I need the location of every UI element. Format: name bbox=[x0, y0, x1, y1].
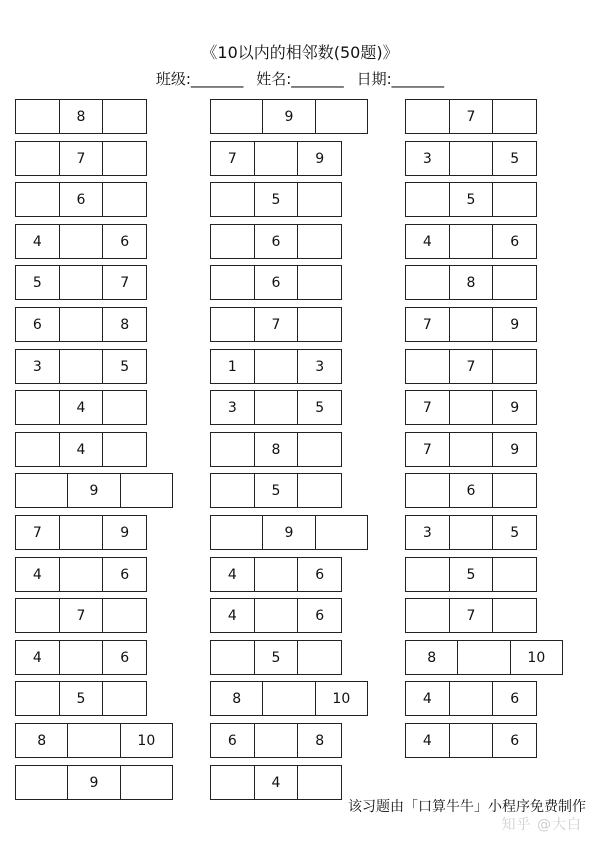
answer-box[interactable] bbox=[59, 516, 103, 549]
given-number: 5 bbox=[254, 641, 298, 674]
worksheet-title: 《10以内的相邻数(50题)》 bbox=[201, 43, 399, 62]
given-number: 9 bbox=[67, 474, 119, 507]
answer-box[interactable] bbox=[254, 558, 298, 591]
problem-row bbox=[210, 390, 342, 425]
given-number: 5 bbox=[449, 558, 493, 591]
given-number: 4 bbox=[422, 732, 432, 749]
answer-box[interactable] bbox=[16, 100, 59, 133]
answer-box[interactable] bbox=[211, 266, 254, 299]
given-number: 6 bbox=[297, 558, 341, 591]
given-number: 6 bbox=[449, 474, 493, 507]
problem-row bbox=[405, 182, 537, 217]
answer-box[interactable] bbox=[211, 225, 254, 258]
answer-box[interactable] bbox=[492, 474, 536, 507]
given-number: 5 bbox=[102, 350, 146, 383]
given-number: 6 bbox=[492, 724, 536, 757]
problem-row bbox=[15, 598, 147, 633]
answer-box[interactable] bbox=[262, 682, 314, 715]
answer-box[interactable] bbox=[59, 308, 103, 341]
problem-row bbox=[210, 99, 368, 134]
answer-box[interactable] bbox=[59, 641, 103, 674]
given-number: 5 bbox=[449, 183, 493, 216]
given-number: 9 bbox=[492, 308, 536, 341]
problem-row bbox=[210, 640, 342, 675]
answer-box[interactable] bbox=[211, 433, 254, 466]
answer-box[interactable] bbox=[315, 516, 367, 549]
answer-box[interactable] bbox=[16, 391, 59, 424]
answer-box[interactable] bbox=[254, 350, 298, 383]
given-number: 8 bbox=[37, 732, 47, 749]
answer-box[interactable] bbox=[449, 142, 493, 175]
given-number: 6 bbox=[227, 732, 237, 749]
answer-box[interactable] bbox=[254, 142, 298, 175]
given-number: 7 bbox=[59, 599, 103, 632]
problem-row bbox=[15, 765, 173, 800]
answer-box[interactable] bbox=[254, 599, 298, 632]
given-number: 4 bbox=[227, 607, 237, 624]
given-number: 8 bbox=[254, 433, 298, 466]
problem-row bbox=[405, 432, 537, 467]
given-number: 5 bbox=[492, 142, 536, 175]
answer-box[interactable] bbox=[406, 183, 449, 216]
given-number: 7 bbox=[449, 100, 493, 133]
problem-row bbox=[405, 473, 537, 508]
problem-row bbox=[210, 681, 368, 716]
problem-row bbox=[15, 307, 147, 342]
date-field: 日期:_______ bbox=[356, 70, 445, 88]
problem-row bbox=[210, 182, 342, 217]
given-number: 3 bbox=[227, 399, 237, 416]
answer-box[interactable] bbox=[16, 766, 67, 799]
answer-box[interactable] bbox=[406, 558, 449, 591]
answer-box[interactable] bbox=[406, 100, 449, 133]
answer-box[interactable] bbox=[16, 183, 59, 216]
answer-box[interactable] bbox=[297, 308, 341, 341]
given-number: 8 bbox=[59, 100, 103, 133]
problem-row bbox=[15, 723, 173, 758]
given-number: 9 bbox=[262, 100, 314, 133]
problem-row bbox=[15, 681, 147, 716]
answer-box[interactable] bbox=[297, 641, 341, 674]
problem-row bbox=[405, 265, 537, 300]
given-number: 6 bbox=[32, 316, 42, 333]
given-number: 10 bbox=[510, 641, 562, 674]
given-number: 3 bbox=[32, 358, 42, 375]
given-number: 9 bbox=[102, 516, 146, 549]
answer-box[interactable] bbox=[297, 225, 341, 258]
answer-box[interactable] bbox=[297, 433, 341, 466]
given-number: 3 bbox=[422, 524, 432, 541]
answer-box[interactable] bbox=[16, 433, 59, 466]
given-number: 6 bbox=[254, 266, 298, 299]
problem-row bbox=[405, 99, 537, 134]
answer-box[interactable] bbox=[492, 183, 536, 216]
problem-row bbox=[210, 473, 342, 508]
answer-box[interactable] bbox=[297, 266, 341, 299]
answer-box[interactable] bbox=[449, 724, 493, 757]
answer-box[interactable] bbox=[102, 183, 146, 216]
given-number: 7 bbox=[254, 308, 298, 341]
footer-credit: 该习题由「口算牛牛」小程序免费制作 bbox=[348, 799, 586, 815]
problem-row bbox=[405, 307, 537, 342]
answer-box[interactable] bbox=[406, 474, 449, 507]
problem-row bbox=[405, 598, 537, 633]
answer-box[interactable] bbox=[449, 682, 493, 715]
given-number: 4 bbox=[254, 766, 298, 799]
given-number: 7 bbox=[227, 150, 237, 167]
given-number: 1 bbox=[227, 358, 237, 375]
given-number: 4 bbox=[422, 690, 432, 707]
answer-box[interactable] bbox=[16, 682, 59, 715]
given-number: 9 bbox=[67, 766, 119, 799]
given-number: 8 bbox=[102, 308, 146, 341]
answer-box[interactable] bbox=[492, 599, 536, 632]
given-number: 6 bbox=[254, 225, 298, 258]
problem-row bbox=[210, 307, 342, 342]
answer-box[interactable] bbox=[102, 142, 146, 175]
given-number: 4 bbox=[32, 649, 42, 666]
problem-row bbox=[15, 265, 147, 300]
problem-row bbox=[405, 515, 537, 550]
given-number: 6 bbox=[492, 682, 536, 715]
problem-row bbox=[405, 557, 537, 592]
given-number: 4 bbox=[32, 233, 42, 250]
given-number: 9 bbox=[492, 433, 536, 466]
answer-box[interactable] bbox=[102, 100, 146, 133]
answer-box[interactable] bbox=[457, 641, 509, 674]
answer-box[interactable] bbox=[297, 474, 341, 507]
given-number: 4 bbox=[32, 566, 42, 583]
problem-row bbox=[405, 141, 537, 176]
problem-row bbox=[405, 349, 537, 384]
answer-box[interactable] bbox=[102, 433, 146, 466]
problem-row bbox=[15, 224, 147, 259]
problem-row bbox=[15, 99, 147, 134]
answer-box[interactable] bbox=[449, 391, 493, 424]
problem-row bbox=[405, 640, 563, 675]
given-number: 10 bbox=[315, 682, 367, 715]
given-number: 6 bbox=[297, 599, 341, 632]
problem-row bbox=[210, 557, 342, 592]
student-info-line bbox=[0, 68, 600, 90]
given-number: 7 bbox=[422, 441, 432, 458]
given-number: 9 bbox=[297, 142, 341, 175]
given-number: 5 bbox=[492, 516, 536, 549]
problem-row bbox=[210, 432, 342, 467]
answer-box[interactable] bbox=[492, 558, 536, 591]
class-field: 班级:_______ bbox=[155, 70, 244, 88]
answer-box[interactable] bbox=[120, 474, 172, 507]
given-number: 6 bbox=[102, 641, 146, 674]
answer-box[interactable] bbox=[102, 391, 146, 424]
answer-box[interactable] bbox=[254, 391, 298, 424]
given-number: 4 bbox=[59, 391, 103, 424]
answer-box[interactable] bbox=[492, 100, 536, 133]
answer-box[interactable] bbox=[16, 142, 59, 175]
problem-row bbox=[210, 723, 342, 758]
problem-row bbox=[15, 515, 147, 550]
answer-box[interactable] bbox=[102, 682, 146, 715]
given-number: 5 bbox=[297, 391, 341, 424]
problem-row bbox=[210, 141, 342, 176]
problem-row bbox=[210, 515, 368, 550]
given-number: 5 bbox=[59, 682, 103, 715]
given-number: 7 bbox=[32, 524, 42, 541]
given-number: 3 bbox=[297, 350, 341, 383]
answer-box[interactable] bbox=[406, 266, 449, 299]
problem-row bbox=[405, 390, 537, 425]
given-number: 10 bbox=[120, 724, 172, 757]
given-number: 6 bbox=[492, 225, 536, 258]
given-number: 5 bbox=[254, 183, 298, 216]
given-number: 9 bbox=[492, 391, 536, 424]
answer-box[interactable] bbox=[211, 641, 254, 674]
problem-row bbox=[15, 473, 173, 508]
problem-row bbox=[15, 141, 147, 176]
problem-row bbox=[405, 681, 537, 716]
given-number: 7 bbox=[422, 399, 432, 416]
given-number: 7 bbox=[59, 142, 103, 175]
answer-box[interactable] bbox=[59, 350, 103, 383]
problem-row bbox=[15, 349, 147, 384]
problem-row bbox=[210, 224, 342, 259]
answer-box[interactable] bbox=[67, 724, 119, 757]
problem-row bbox=[405, 723, 537, 758]
given-number: 6 bbox=[102, 225, 146, 258]
answer-box[interactable] bbox=[59, 266, 103, 299]
answer-box[interactable] bbox=[406, 350, 449, 383]
answer-box[interactable] bbox=[449, 516, 493, 549]
given-number: 4 bbox=[59, 433, 103, 466]
answer-box[interactable] bbox=[254, 724, 298, 757]
answer-box[interactable] bbox=[59, 225, 103, 258]
answer-box[interactable] bbox=[59, 558, 103, 591]
problem-row bbox=[405, 224, 537, 259]
given-number: 3 bbox=[422, 150, 432, 167]
given-number: 4 bbox=[422, 233, 432, 250]
given-number: 6 bbox=[102, 558, 146, 591]
problem-row bbox=[210, 349, 342, 384]
problem-row bbox=[15, 640, 147, 675]
problem-row bbox=[210, 265, 342, 300]
answer-box[interactable] bbox=[449, 433, 493, 466]
answer-box[interactable] bbox=[211, 474, 254, 507]
given-number: 5 bbox=[254, 474, 298, 507]
given-number: 8 bbox=[427, 649, 437, 666]
problem-row bbox=[15, 182, 147, 217]
answer-box[interactable] bbox=[16, 599, 59, 632]
answer-box[interactable] bbox=[211, 516, 262, 549]
answer-box[interactable] bbox=[297, 766, 341, 799]
given-number: 7 bbox=[449, 350, 493, 383]
problem-row bbox=[15, 432, 147, 467]
given-number: 8 bbox=[297, 724, 341, 757]
given-number: 7 bbox=[102, 266, 146, 299]
answer-box[interactable] bbox=[449, 225, 493, 258]
answer-box[interactable] bbox=[492, 266, 536, 299]
answer-box[interactable] bbox=[102, 599, 146, 632]
answer-box[interactable] bbox=[211, 308, 254, 341]
answer-box[interactable] bbox=[120, 766, 172, 799]
answer-box[interactable] bbox=[492, 350, 536, 383]
name-field: 姓名:_______ bbox=[256, 70, 344, 88]
watermark-text: 知乎 @大白 bbox=[501, 817, 582, 833]
given-number: 7 bbox=[449, 599, 493, 632]
answer-box[interactable] bbox=[211, 100, 262, 133]
given-number: 4 bbox=[227, 566, 237, 583]
given-number: 9 bbox=[262, 516, 314, 549]
answer-box[interactable] bbox=[449, 308, 493, 341]
given-number: 7 bbox=[422, 316, 432, 333]
answer-box[interactable] bbox=[406, 599, 449, 632]
given-number: 8 bbox=[232, 690, 242, 707]
answer-box[interactable] bbox=[297, 183, 341, 216]
problem-row bbox=[15, 390, 147, 425]
given-number: 8 bbox=[449, 266, 493, 299]
answer-box[interactable] bbox=[315, 100, 367, 133]
problem-row bbox=[15, 557, 147, 592]
answer-box[interactable] bbox=[211, 183, 254, 216]
problem-row bbox=[210, 765, 342, 800]
answer-box[interactable] bbox=[16, 474, 67, 507]
answer-box[interactable] bbox=[211, 766, 254, 799]
given-number: 5 bbox=[32, 274, 42, 291]
problem-row bbox=[210, 598, 342, 633]
given-number: 6 bbox=[59, 183, 103, 216]
